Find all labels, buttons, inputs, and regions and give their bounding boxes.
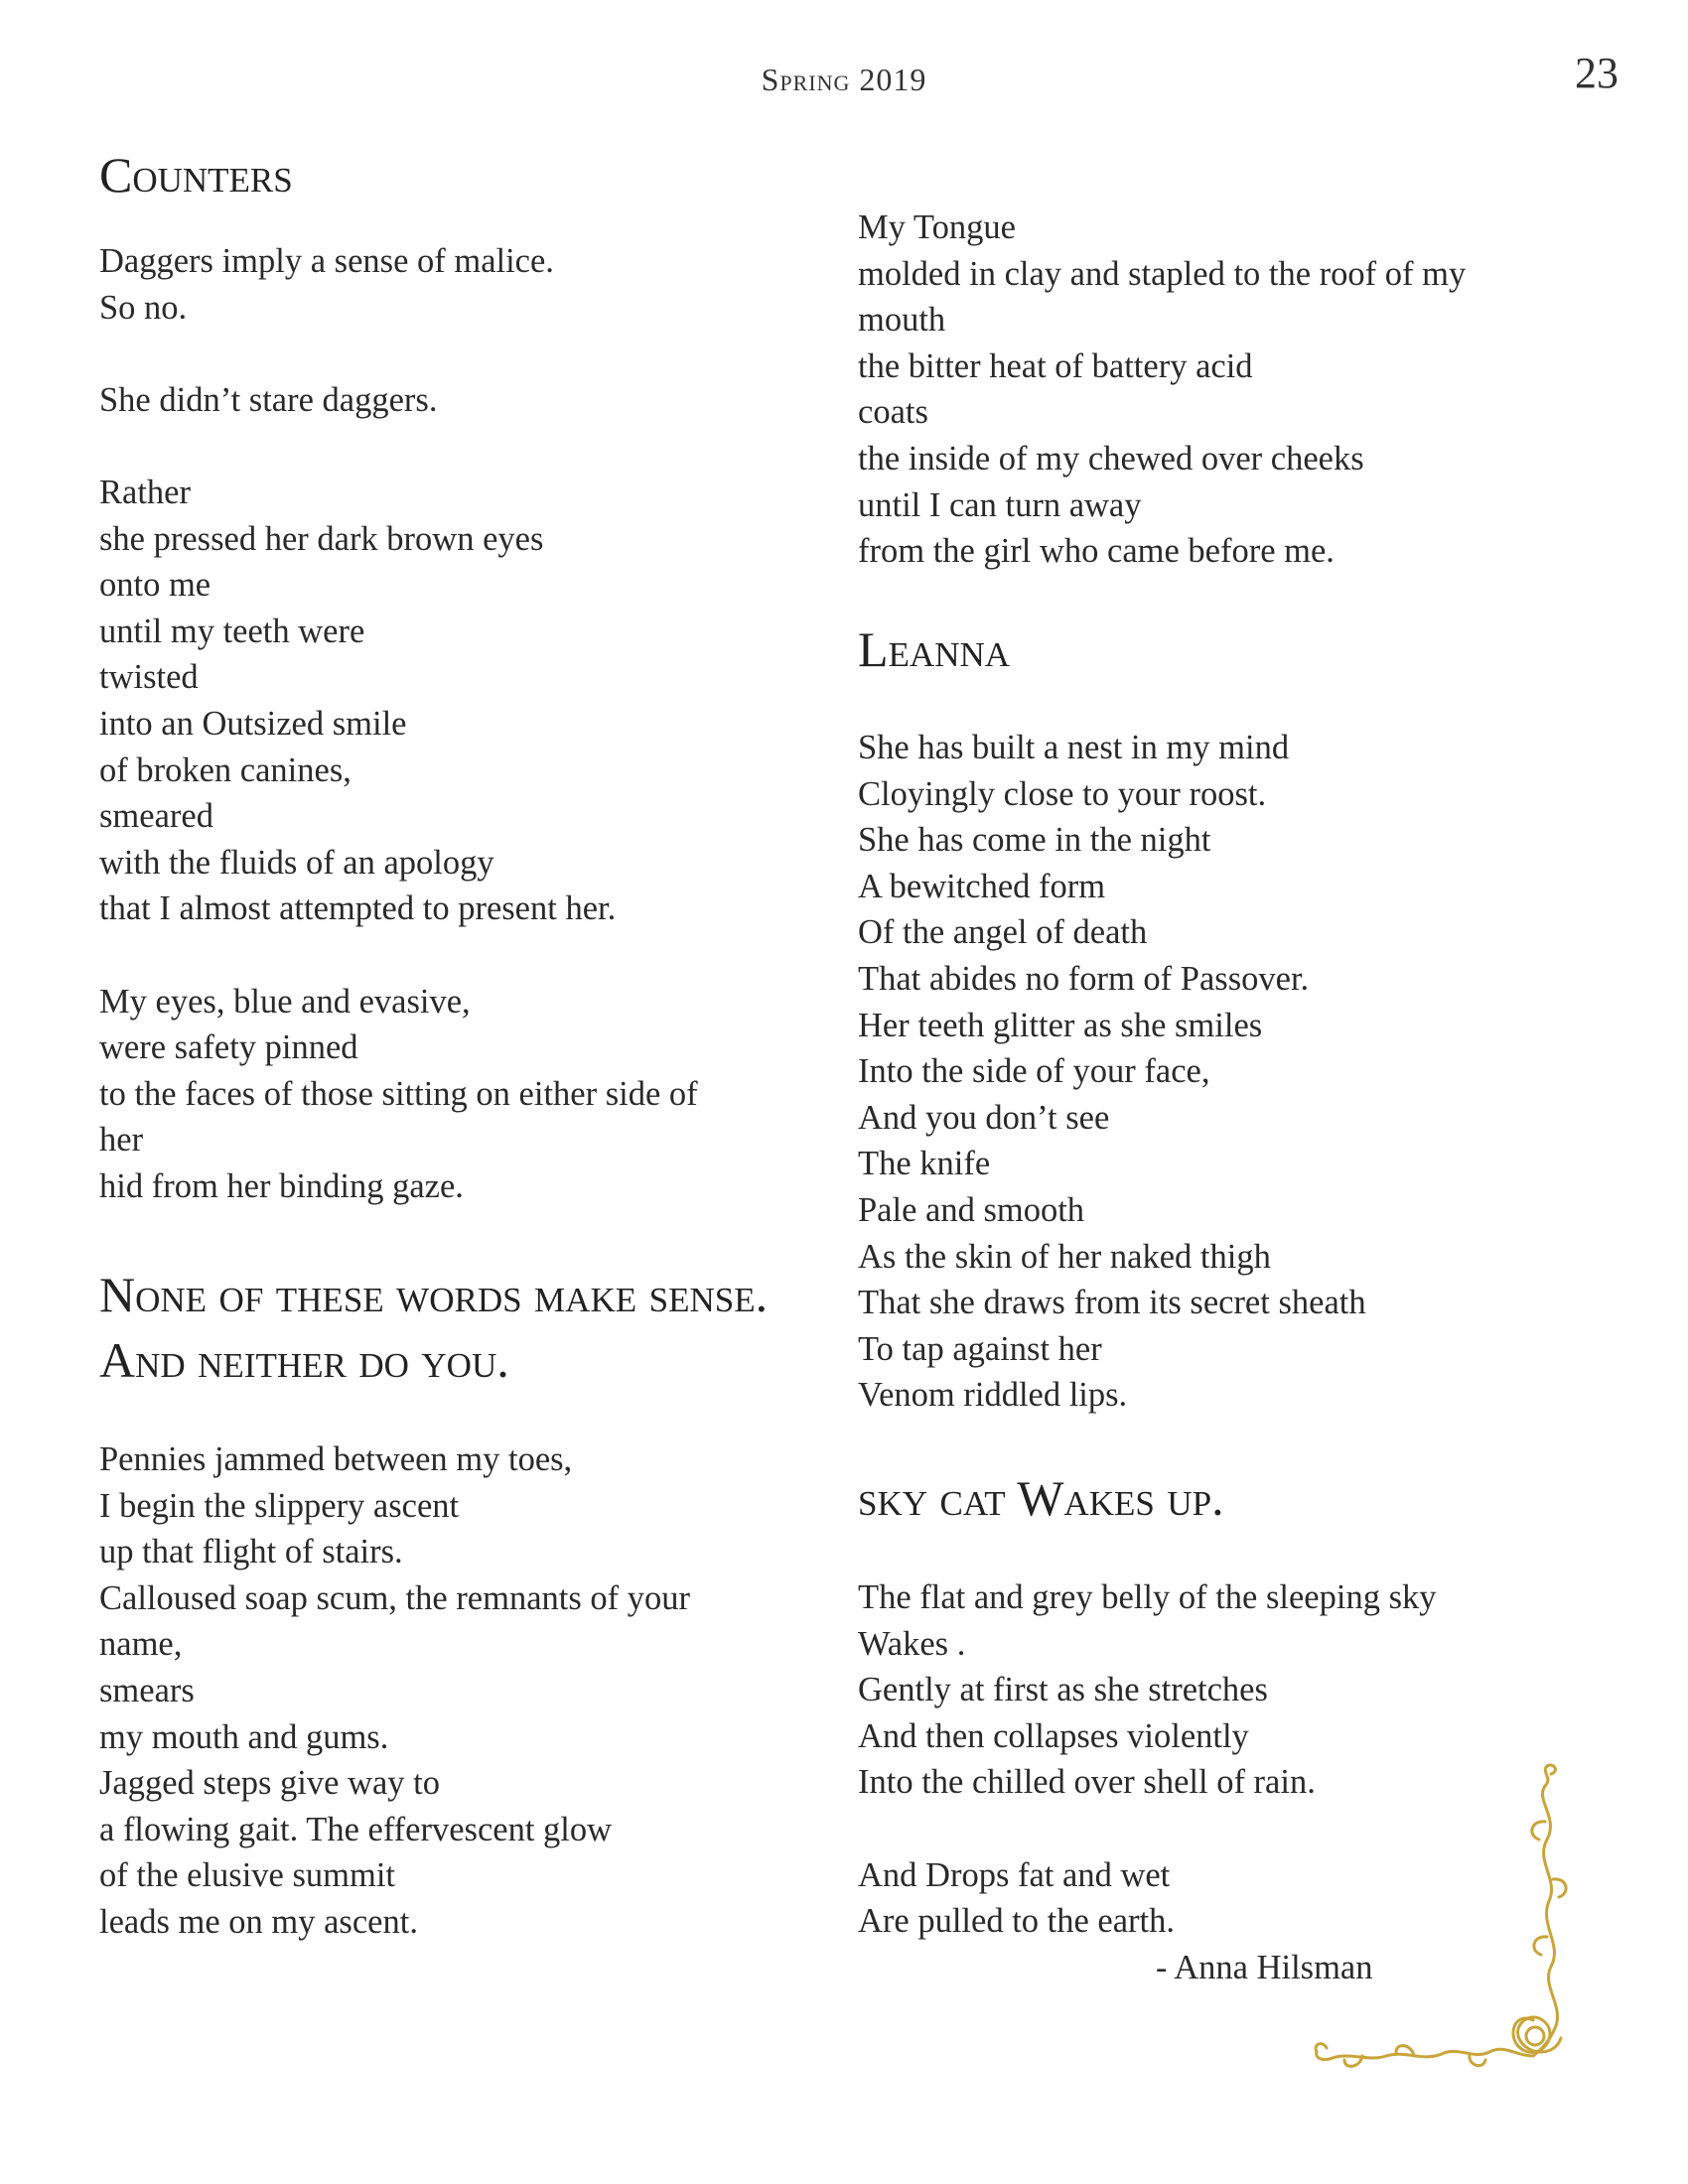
poem-line: She has built a nest in my mind (858, 729, 1290, 766)
poem-line: from the girl who came before me. (858, 532, 1335, 571)
stanza-break (99, 932, 698, 979)
poem-line: into an Outsized smile (99, 704, 407, 743)
poem-line: That she draws from its secret sheath (858, 1284, 1366, 1322)
poem-line: she pressed her dark brown eyes (99, 519, 544, 558)
poem-line: leads me on my ascent. (99, 1902, 418, 1941)
poem-line: the bitter heat of battery acid (858, 346, 1253, 385)
poem-line: with the fluids of an apology (99, 843, 494, 882)
stanza-break (99, 423, 698, 470)
poem-line: a flowing gait. The effervescent glow (99, 1810, 613, 1848)
poem-line: the inside of my chewed over cheeks (858, 439, 1364, 478)
poem-line: My Tongue (858, 208, 1016, 246)
poem-line: That abides no form of Passover. (858, 959, 1310, 998)
poem-line: smeared (99, 797, 213, 836)
poem-line: hid from her binding gaze. (99, 1166, 464, 1205)
poem-line: The knife (858, 1145, 991, 1183)
poem-line: of broken canines, (99, 751, 352, 789)
poem-title-counters: Counters (99, 147, 293, 203)
poem-line: Gently at first as she stretches (858, 1671, 1268, 1709)
poem-line: coats (858, 393, 928, 432)
poem-line: until I can turn away (858, 485, 1142, 524)
author-signature: - Anna Hilsman (1156, 1948, 1373, 1986)
poem-line: her (99, 1121, 144, 1160)
poem-line: And Drops fat and wet (858, 1855, 1171, 1894)
poem-line: As the skin of her naked thigh (858, 1237, 1271, 1276)
poem-line: Rather (99, 473, 191, 511)
poem-line: She has come in the night (858, 821, 1211, 860)
poem-title-sky-cat: sky cat Wakes up. (858, 1470, 1224, 1526)
poem-line: mouth (858, 301, 946, 340)
poem-title-none-of-these-words-line1: None of these words make sense. (99, 1267, 769, 1322)
poem-line: Daggers imply a sense of malice. (99, 242, 554, 280)
poem-line: Her teeth glitter as she smiles (858, 1006, 1263, 1044)
poem-line: A bewitched form (858, 867, 1106, 905)
poem-line: molded in clay and stapled to the roof of my (858, 254, 1467, 293)
poem-body-leanna (858, 725, 1366, 1419)
poem-line: The flat and grey belly of the sleeping sky (858, 1578, 1437, 1616)
stanza-break (99, 331, 698, 377)
poem-line: to the faces of those sitting on either side of (99, 1074, 698, 1113)
flourish-ornament-icon (1311, 1762, 1589, 2090)
poem-body-counters (99, 238, 698, 1209)
poem-line: were safety pinned (99, 1028, 358, 1067)
poem-line: my mouth and gums. (99, 1717, 389, 1756)
poem-line: Into the chilled over shell of rain. (858, 1763, 1316, 1802)
poem-line: I begin the slippery ascent (99, 1486, 460, 1525)
poem-line: until my teeth were (99, 612, 365, 650)
poem-line: Of the angel of death (858, 913, 1148, 952)
poem-line: Calloused soap scum, the remnants of your (99, 1578, 691, 1617)
poem-line: Jagged steps give way to (99, 1764, 441, 1803)
poem-title-leanna: Leanna (858, 621, 1011, 677)
poem-line: Are pulled to the earth. (858, 1902, 1176, 1941)
poem-line: And you don’t see (858, 1098, 1110, 1137)
poem-body-my-tongue (858, 205, 1466, 575)
poem-line: smears (99, 1671, 195, 1709)
poem-line: My eyes, blue and evasive, (99, 982, 471, 1021)
poem-line: Pale and smooth (858, 1190, 1085, 1229)
poem-line: And then collapses violently (858, 1716, 1249, 1755)
poem-line: Venom riddled lips. (858, 1376, 1128, 1415)
poem-line: Pennies jammed between my toes, (99, 1440, 573, 1478)
page-number: 23 (1575, 49, 1618, 97)
poem-line: So no. (99, 288, 188, 327)
poem-line: name, (99, 1625, 183, 1664)
poem-line: up that flight of stairs. (99, 1533, 403, 1571)
poem-line: onto me (99, 566, 211, 605)
poem-line: She didn’t stare daggers. (99, 380, 438, 419)
poem-line: Into the side of your face, (858, 1052, 1210, 1091)
poem-line: of the elusive summit (99, 1856, 396, 1895)
poem-line: that I almost attempted to present her. (99, 889, 617, 928)
poem-title-none-of-these-words-line2: And neither do you. (99, 1332, 509, 1388)
poem-line: Cloyingly close to your roost. (858, 774, 1267, 813)
poem-line: To tap against her (858, 1329, 1102, 1368)
poem-body-none-of-these-words (99, 1436, 690, 1946)
poem-line: Wakes . (858, 1624, 966, 1663)
running-header: Spring 2019 (761, 62, 927, 97)
poem-line: twisted (99, 658, 199, 697)
